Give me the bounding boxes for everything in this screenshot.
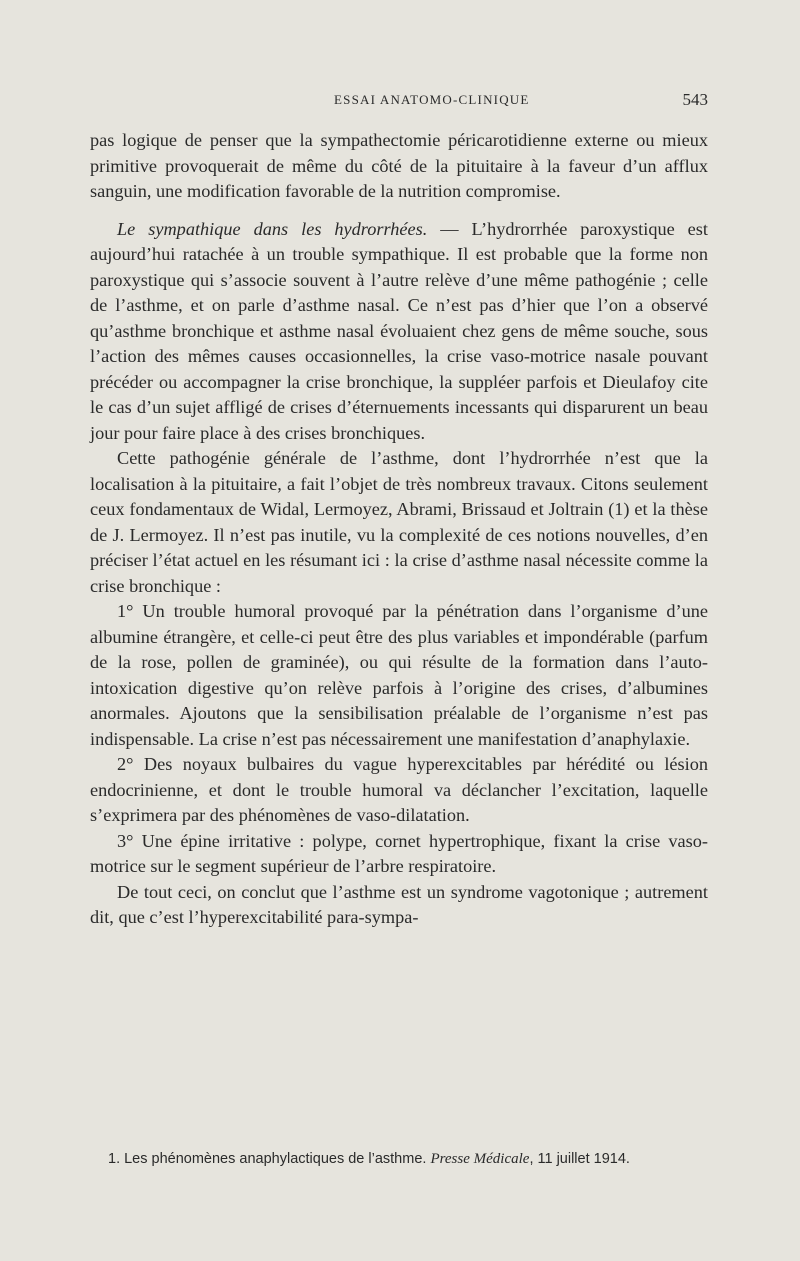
section-heading-sympathique: Le sympathique dans les hydrorrhées. — [117, 218, 428, 239]
footnote-text: 1. Les phénomènes anaphylactiques de l’asthme. — [108, 1151, 431, 1167]
paragraph-6-item-3: 3° Une épine irritative : polype, cornet hypertrophique, fixant la crise vaso-motrice sur le segment supérieur de l’arbre respiratoire. — [90, 830, 708, 876]
running-header — [90, 92, 708, 114]
body-text — [90, 128, 708, 931]
paragraph-1: pas logique de penser que la sympathectomie péricarotidienne externe ou mieux primitive provoquerait de même du côté de la pituitaire à la faveur d’un afflux sanguin, une modification favorable de la nutrition compromise. — [90, 130, 708, 201]
paragraph-2 — [90, 217, 708, 447]
paragraph-2-text: — L’hydrorrhée paroxystique est aujourd’hui ratachée à un trouble sympathique. Il est probable que la forme non paroxystique qui s’associe souvent à l’autre relève d’une même pathogénie ; celle de l’asthme, et on parle d’asthme nasal. Ce n’est pas d’hier que l’on a observé qu’asthme bronchique et asthme nasal évoluaient chez gens de même souche, sous l’action des mêmes causes occasionnelles, la crise vaso-motrice nasale pouvant précéder ou accompagner la crise bronchique, la suppléer parfois et Dieulafoy cite le cas d’un sujet affligé de crises d’éternuements incessants qui disparurent un beau jour pour faire place à des crises bronchiques. — [90, 218, 708, 443]
paragraph-4-item-1: 1° Un trouble humoral provoqué par la pénétration dans l’organisme d’une albumine étrangère, et celle-ci peut être des plus variables et impondérable (parfum de la rose, pollen de graminée), ou qui résulte de la formation dans l’auto-intoxication digestive qu’on relève parfois à l’origine des crises, d’albumines anormales. Ajoutons que la sensibilisation préalable de l’organisme n’est pas indispensable. La crise n’est pas nécessairement une manifestation d’anaphylaxie. — [90, 601, 708, 749]
header-title: ESSAI ANATOMO-CLINIQUE — [334, 92, 530, 107]
footnote-date: , 11 juillet 1914. — [529, 1151, 630, 1167]
footnote-journal: Presse Médicale — [430, 1151, 530, 1167]
paragraph-3: Cette pathogénie générale de l’asthme, dont l’hydrorrhée n’est que la localisation à la pituitaire, a fait l’objet de très nombreux travaux. Citons seulement ceux fondamentaux de Widal, Lermoyez, Abrami, Brissaud et Joltrain (1) et la thèse de J. Lermoyez. Il n’est pas inutile, vu la complexité de ces notions nouvelles, d’en préciser l’état actuel en les résumant ici : la crise d’asthme nasal nécessite comme la crise bronchique : — [90, 448, 708, 596]
paragraph-7: De tout ceci, on conclut que l’asthme est un syndrome vagotonique ; autrement dit, que c’est l’hyperexcitabilité para-sympa- — [90, 881, 708, 927]
paragraph-5-item-2: 2° Des noyaux bulbaires du vague hyperexcitables par hérédité ou lésion endocrinienne, et dont le trouble humoral va déclancher l’excitation, laquelle s’exprimera par des phénomènes de vaso-dilatation. — [90, 754, 708, 825]
footnote — [90, 1149, 708, 1169]
page-number: 543 — [682, 90, 708, 109]
